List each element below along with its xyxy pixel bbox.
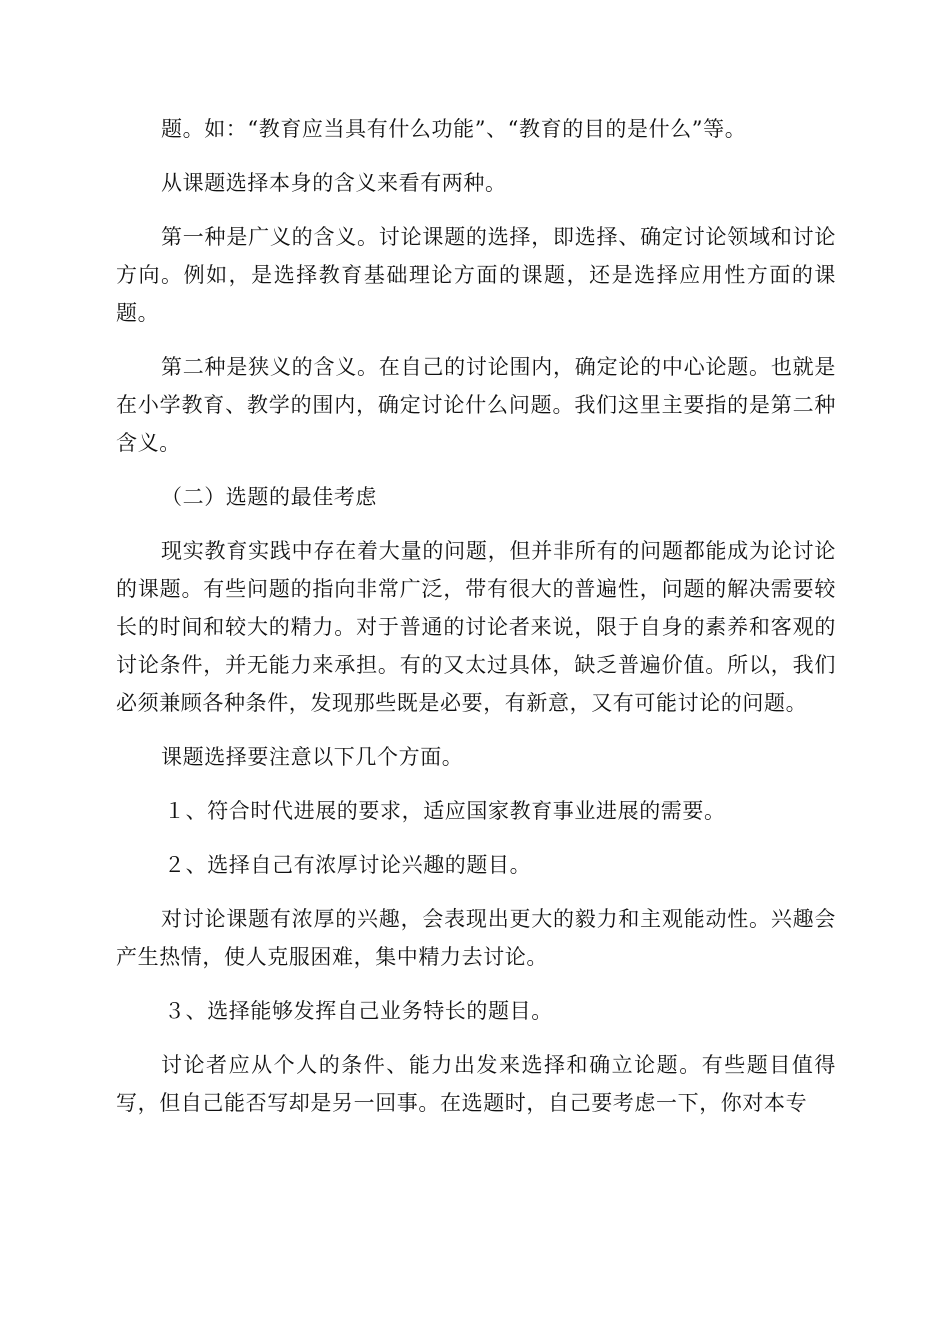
paragraph-ability: 讨论者应从个人的条件、能力出发来选择和确立论题。有些题目值得写，但自己能否写却是另一回事。在选题时，自己要考虑一下，你对本专 <box>116 1053 836 1115</box>
section-heading: （二）选题的最佳考虑 <box>161 485 377 509</box>
paragraph-broad-meaning: 第一种是广义的含义。讨论课题的选择，即选择、确定讨论领域和讨论方向。例如，是选择教育基础理论方面的课题，还是选择应用性方面的课题。 <box>116 225 836 325</box>
paragraph-continuation: 题。如：“教育应当具有什么功能”、“教育的目的是什么”等。 <box>161 117 747 141</box>
paragraph-practice-problems: 现实教育实践中存在着大量的问题，但并非所有的问题都能成为论讨论的课题。有些问题的指向非常广泛，带有很大的普遍性，问题的解决需要较长的时间和较大的精力。对于普通的讨论者来说，限于自身的素养和客观的讨论条件，并无能力来承担。有的又太过具体，缺乏普遍价值。所以，我们必须兼顾各种条件，发现那些既是必要，有新意，又有可能讨论的问题。 <box>116 539 836 715</box>
paragraph-meaning-intro: 从课题选择本身的含义来看有两种。 <box>161 171 507 195</box>
list-item-1: １、符合时代进展的要求，适应国家教育事业进展的需要。 <box>164 799 726 823</box>
paragraph-interest: 对讨论课题有浓厚的兴趣，会表现出更大的毅力和主观能动性。兴趣会产生热情，使人克服困难，集中精力去讨论。 <box>116 907 836 969</box>
paragraph-selection-aspects: 课题选择要注意以下几个方面。 <box>161 745 464 769</box>
list-item-3: ３、选择能够发挥自己业务特长的题目。 <box>164 999 553 1023</box>
list-item-2: ２、选择自己有浓厚讨论兴趣的题目。 <box>164 853 532 877</box>
paragraph-narrow-meaning: 第二种是狭义的含义。在自己的讨论围内，确定论的中心论题。也就是在小学教育、教学的围内，确定讨论什么问题。我们这里主要指的是第二种含义。 <box>116 355 836 455</box>
document-page <box>116 110 836 1122</box>
